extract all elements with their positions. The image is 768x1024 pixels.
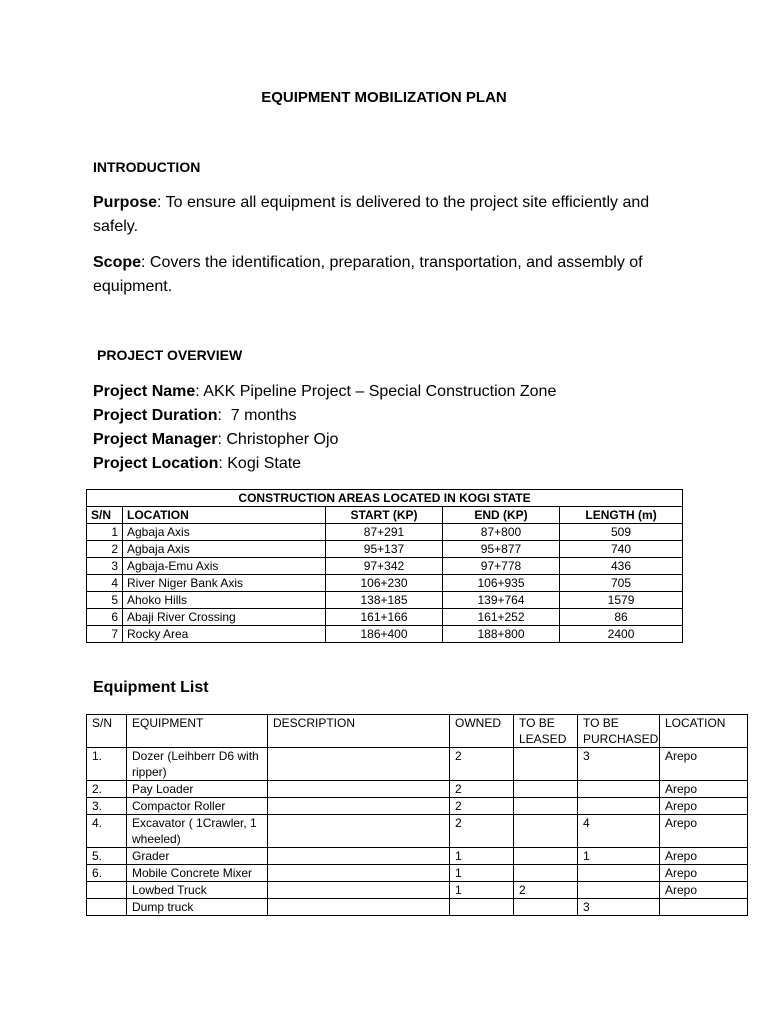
area-start: 138+185 [326,592,443,609]
project-manager-label: Project Manager [93,431,218,448]
area-end: 188+800 [443,626,560,643]
areas-header-end: END (KP) [443,507,560,524]
scope-label: Scope [93,254,142,271]
equip-location: Arepo [660,882,748,899]
area-location: Agbaja Axis [123,541,326,558]
project-info-list [93,380,556,476]
areas-header-row [87,507,683,524]
equip-owned: 2 [450,798,514,815]
area-length: 705 [560,575,683,592]
equipment-header-row [87,715,748,748]
equip-sn: 4. [87,815,127,848]
scope-paragraph [93,251,693,299]
project-duration-value: : 7 months [217,407,297,424]
equip-purchased: 1 [578,848,660,865]
equip-owned [450,899,514,916]
equip-description [268,882,450,899]
equip-header-purchased: TO BE PURCHASED [578,715,660,748]
area-sn: 5 [87,592,123,609]
area-sn: 4 [87,575,123,592]
equip-leased [514,865,578,882]
areas-header-location: LOCATION [123,507,326,524]
area-location: Rocky Area [123,626,326,643]
area-end: 95+877 [443,541,560,558]
equip-header-equipment: EQUIPMENT [127,715,268,748]
area-length: 2400 [560,626,683,643]
project-duration-label: Project Duration [93,407,218,424]
equip-owned: 2 [450,815,514,848]
equip-description [268,848,450,865]
area-end: 139+764 [443,592,560,609]
equip-name: Pay Loader [127,781,268,798]
equip-purchased: 3 [578,748,660,781]
scope-text: : Covers the identification, preparation, transportation, and assembly of equipment. [93,254,643,295]
equip-location: Arepo [660,748,748,781]
equip-location: Arepo [660,798,748,815]
equip-sn [87,899,127,916]
table-row [87,626,683,643]
table-row [87,882,748,899]
table-row [87,848,748,865]
equip-location: Arepo [660,815,748,848]
equip-leased [514,781,578,798]
equip-leased [514,748,578,781]
equipment-table [86,714,748,916]
equip-description [268,798,450,815]
area-end: 106+935 [443,575,560,592]
area-start: 106+230 [326,575,443,592]
area-length: 509 [560,524,683,541]
area-sn: 3 [87,558,123,575]
equip-purchased [578,781,660,798]
equip-name: Lowbed Truck [127,882,268,899]
equip-leased [514,848,578,865]
equip-name: Compactor Roller [127,798,268,815]
area-length: 86 [560,609,683,626]
table-row [87,781,748,798]
equip-purchased [578,798,660,815]
equip-sn: 5. [87,848,127,865]
equipment-list-heading: Equipment List [93,679,209,696]
page-title: EQUIPMENT MOBILIZATION PLAN [261,89,507,106]
purpose-text: : To ensure all equipment is delivered to the project site efficiently and safely. [93,194,650,235]
area-length: 436 [560,558,683,575]
table-row [87,592,683,609]
equip-header-sn: S/N [87,715,127,748]
project-overview-heading: PROJECT OVERVIEW [97,347,243,363]
equip-owned: 2 [450,748,514,781]
equip-owned: 1 [450,882,514,899]
purpose-label: Purpose [93,194,158,211]
project-name-value: : AKK Pipeline Project – Special Construction Zone [195,383,557,400]
project-name-line [93,380,556,404]
equip-sn: 6. [87,865,127,882]
area-sn: 6 [87,609,123,626]
areas-header-length: LENGTH (m) [560,507,683,524]
area-end: 97+778 [443,558,560,575]
table-row [87,865,748,882]
area-start: 95+137 [326,541,443,558]
purpose-paragraph [93,191,693,239]
project-name-label: Project Name [93,383,196,400]
equip-header-location: LOCATION [660,715,748,748]
equip-description [268,748,450,781]
equip-location: Arepo [660,865,748,882]
project-location-line [93,452,556,476]
equip-name: Grader [127,848,268,865]
equip-leased [514,798,578,815]
area-sn: 2 [87,541,123,558]
area-location: River Niger Bank Axis [123,575,326,592]
area-start: 186+400 [326,626,443,643]
equip-owned: 2 [450,781,514,798]
equip-purchased: 3 [578,899,660,916]
areas-table-caption: CONSTRUCTION AREAS LOCATED IN KOGI STATE [87,490,683,507]
table-row [87,575,683,592]
equip-description [268,865,450,882]
equip-purchased [578,882,660,899]
area-length: 1579 [560,592,683,609]
equip-owned: 1 [450,848,514,865]
area-start: 161+166 [326,609,443,626]
area-location: Agbaja Axis [123,524,326,541]
area-location: Ahoko Hills [123,592,326,609]
project-location-label: Project Location [93,455,219,472]
table-row [87,748,748,781]
area-location: Agbaja-Emu Axis [123,558,326,575]
table-row [87,798,748,815]
project-location-value: : Kogi State [218,455,302,472]
table-row [87,524,683,541]
areas-header-start: START (KP) [326,507,443,524]
equip-name: Mobile Concrete Mixer [127,865,268,882]
area-length: 740 [560,541,683,558]
equip-sn: 3. [87,798,127,815]
equip-purchased: 4 [578,815,660,848]
project-manager-value: : Christopher Ojo [217,431,339,448]
equip-location: Arepo [660,781,748,798]
area-location: Abaji River Crossing [123,609,326,626]
equip-sn: 2. [87,781,127,798]
area-start: 97+342 [326,558,443,575]
table-row [87,609,683,626]
introduction-heading: INTRODUCTION [93,159,201,175]
area-sn: 1 [87,524,123,541]
equip-header-owned: OWNED [450,715,514,748]
area-start: 87+291 [326,524,443,541]
equip-header-leased: TO BE LEASED [514,715,578,748]
project-duration-line [93,404,556,428]
equip-owned: 1 [450,865,514,882]
equip-description [268,781,450,798]
area-end: 87+800 [443,524,560,541]
equip-purchased [578,865,660,882]
equip-header-description: DESCRIPTION [268,715,450,748]
equip-sn [87,882,127,899]
areas-header-sn: S/N [87,507,123,524]
areas-caption-row [87,490,683,507]
construction-areas-table [86,489,683,643]
equip-leased [514,899,578,916]
table-row [87,815,748,848]
table-row [87,541,683,558]
equip-name: Dump truck [127,899,268,916]
equip-location [660,899,748,916]
equip-leased: 2 [514,882,578,899]
project-manager-line [93,428,556,452]
equip-leased [514,815,578,848]
table-row [87,899,748,916]
equip-name: Dozer (Leihberr D6 with ripper) [127,748,268,781]
table-row [87,558,683,575]
area-sn: 7 [87,626,123,643]
equip-name: Excavator ( 1Crawler, 1 wheeled) [127,815,268,848]
equip-location: Arepo [660,848,748,865]
equip-description [268,815,450,848]
equip-sn: 1. [87,748,127,781]
equip-description [268,899,450,916]
area-end: 161+252 [443,609,560,626]
